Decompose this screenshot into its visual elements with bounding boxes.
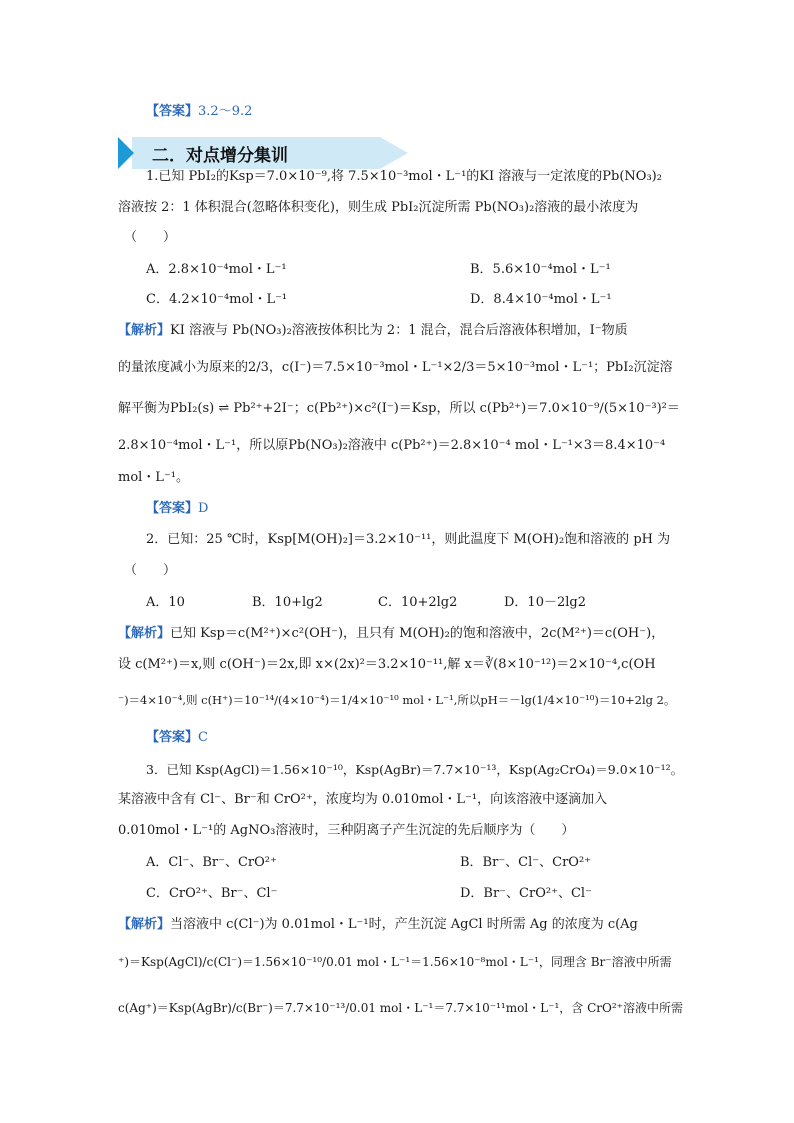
jx2-text1: 已知 Ksp＝c(M²⁺)×c²(OH⁻)，且只有 M(OH)₂的饱和溶液中，2c(M²⁺)＝c(OH⁻)， [170, 626, 665, 641]
ans1 [146, 501, 208, 517]
jx1-line1 [118, 323, 628, 339]
q1-line1: 1.已知 PbI₂的Ksp＝7.0×10⁻⁹,将 7.5×10⁻³mol・L⁻¹的KI 溶液与一定浓度的Pb(NO₃)₂ [146, 169, 662, 184]
analysis-label: 【解析】 [118, 626, 171, 641]
jx1-line5: mol・L⁻¹。 [118, 470, 190, 485]
analysis-label: 【解析】 [118, 917, 171, 932]
section-title: 二．对点增分集训 [152, 146, 288, 166]
jx2-line1 [118, 626, 664, 642]
jx1-line4: 2.8×10⁻⁴mol・L⁻¹，所以原Pb(NO₃)₂溶液中 c(Pb²⁺)＝2.8×10⁻⁴ mol・L⁻¹×3＝8.4×10⁻⁴ [118, 438, 666, 453]
q3-line2: 某溶液中含有 Cl⁻、Br⁻和 CrO²⁺，浓度均为 0.010mol・L⁻¹，向该溶液中逐滴加入 [118, 792, 608, 807]
answer-value: 3.2～9.2 [198, 104, 253, 119]
jx3-line3: c(Ag⁺)＝Ksp(AgBr)/c(Br⁻)＝7.7×10⁻¹³/0.01 mol・L⁻¹＝7.7×10⁻¹¹mol・L⁻¹，含 CrO²⁺溶液中所需 [118, 1001, 683, 1015]
answer-value: C [198, 730, 208, 745]
q3-option-b: B．Br⁻、Cl⁻、CrO²⁺ [460, 855, 592, 870]
jx3-line1 [118, 917, 638, 933]
jx1-line2: 的量浓度减小为原来的2/3，c(I⁻)＝7.5×10⁻³mol・L⁻¹×2/3＝5×10⁻³mol・L⁻¹；PbI₂沉淀溶 [118, 360, 673, 375]
jx3-text1: 当溶液中 c(Cl⁻)为 0.01mol・L⁻¹时，产生沉淀 AgCl 时所需 Ag 的浓度为 c(Ag [170, 917, 638, 932]
top-answer [146, 104, 252, 120]
q1-option-d: D．8.4×10⁻⁴mol・L⁻¹ [470, 292, 612, 307]
q2-option-c: C．10+2lg2 [378, 595, 458, 610]
q3-line3: 0.010mol・L⁻¹的 AgNO₃溶液时，三种阴离子产生沉淀的先后顺序为（ ） [118, 823, 575, 838]
q2-line2: （ ） [124, 563, 177, 578]
q1-line2: 溶液按 2：1 体积混合(忽略体积变化)，则生成 PbI₂沉淀所需 Pb(NO₃)₂溶液的最小浓度为 [118, 200, 639, 215]
q1-line3: （ ） [124, 230, 177, 245]
q2-option-b: B．10+lg2 [252, 595, 323, 610]
jx1-line3: 解平衡为PbI₂(s) ⇌ Pb²⁺+2I⁻；c(Pb²⁺)×c²(I⁻)＝Ksp，所以 c(Pb²⁺)＝7.0×10⁻⁹/(5×10⁻³)²＝ [118, 401, 680, 416]
q3-option-c: C．CrO²⁺、Br⁻、Cl⁻ [146, 886, 278, 901]
q3-line1: 3．已知 Ksp(AgCl)＝1.56×10⁻¹⁰，Ksp(AgBr)＝7.7×10⁻¹³，Ksp(Ag₂CrO₄)＝9.0×10⁻¹²。 [146, 762, 684, 777]
answer-label: 【答案】 [146, 104, 199, 119]
answer-label: 【答案】 [146, 501, 199, 516]
q1-option-b: B．5.6×10⁻⁴mol・L⁻¹ [470, 262, 611, 277]
answer-label: 【答案】 [146, 730, 199, 745]
ans2 [146, 730, 208, 746]
q3-option-d: D．Br⁻、CrO²⁺、Cl⁻ [460, 886, 592, 901]
q2-option-a: A．10 [146, 595, 185, 610]
jx3-line2: ⁺)＝Ksp(AgCl)/c(Cl⁻)＝1.56×10⁻¹⁰/0.01 mol・L⁻¹＝1.56×10⁻⁸mol・L⁻¹，同理含 Br⁻溶液中所需 [118, 955, 672, 969]
q3-option-a: A．Cl⁻、Br⁻、CrO²⁺ [146, 855, 277, 870]
q1-option-c: C．4.2×10⁻⁴mol・L⁻¹ [146, 292, 288, 307]
q2-option-d: D．10－2lg2 [504, 595, 586, 610]
section-banner [118, 137, 408, 169]
q2-line1: 2．已知：25 ℃时，Ksp[M(OH)₂]＝3.2×10⁻¹¹，则此温度下 M(OH)₂饱和溶液的 pH 为 [146, 532, 671, 547]
jx2-line3: ⁻)＝4×10⁻⁴,则 c(H⁺)＝10⁻¹⁴/(4×10⁻⁴)＝1/4×10⁻¹⁰ mol・L⁻¹,所以pH＝－lg(1/4×10⁻¹⁰)＝10+2lg 2。 [118, 693, 676, 707]
jx1-text1: KI 溶液与 Pb(NO₃)₂溶液按体积比为 2：1 混合，混合后溶液体积增加，I⁻物质 [170, 323, 628, 338]
jx2-line2: 设 c(M²⁺)＝x,则 c(OH⁻)＝2x,即 x×(2x)²＝3.2×10⁻¹¹,解 x＝∛(8×10⁻¹²)＝2×10⁻⁴,c(OH [118, 657, 656, 672]
analysis-label: 【解析】 [118, 323, 171, 338]
q1-option-a: A．2.8×10⁻⁴mol・L⁻¹ [146, 262, 287, 277]
answer-value: D [198, 501, 209, 516]
